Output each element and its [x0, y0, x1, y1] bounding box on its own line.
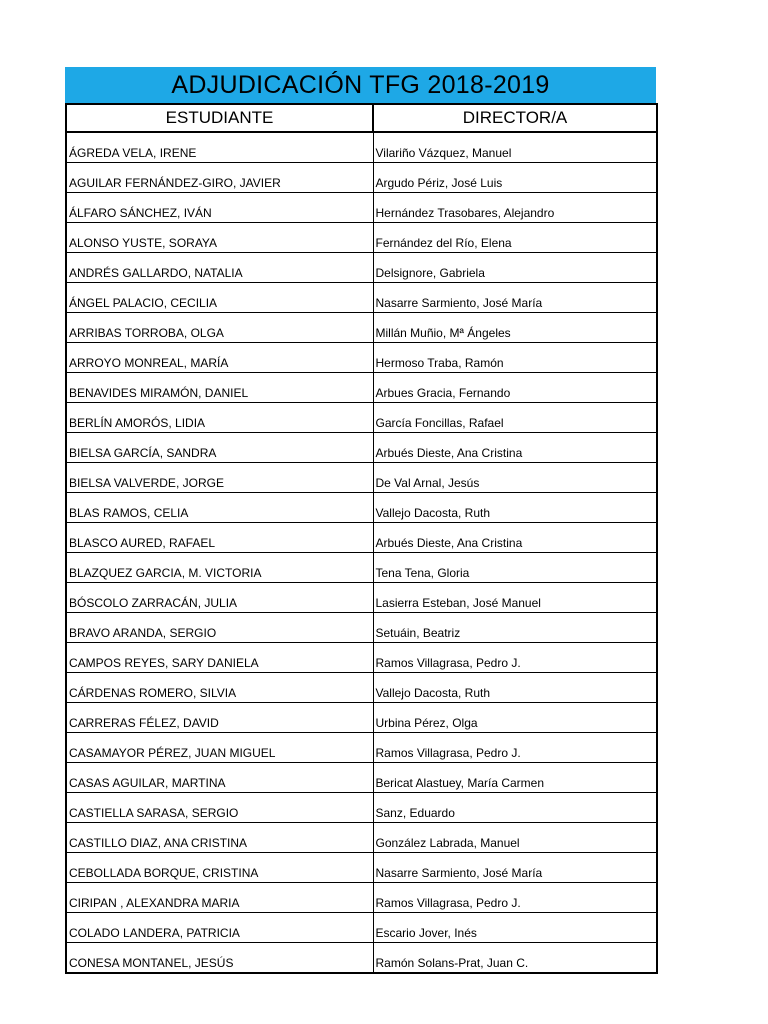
- director-name-cell: Argudo Périz, José Luis: [373, 163, 657, 193]
- director-column-header: DIRECTOR/A: [373, 104, 657, 132]
- director-name-cell: Ramón Solans-Prat, Juan C.: [373, 943, 657, 974]
- table-row: [66, 223, 657, 253]
- director-name-cell: Urbina Pérez, Olga: [373, 703, 657, 733]
- table-row: [66, 253, 657, 283]
- table-row: [66, 853, 657, 883]
- table-row: [66, 763, 657, 793]
- student-name-cell: COLADO LANDERA, PATRICIA: [66, 913, 373, 943]
- student-name-cell: BRAVO ARANDA, SERGIO: [66, 613, 373, 643]
- student-name-cell: ARROYO MONREAL, MARÍA: [66, 343, 373, 373]
- director-name-cell: Nasarre Sarmiento, José María: [373, 853, 657, 883]
- table-row: [66, 583, 657, 613]
- director-name-cell: Setuáin, Beatriz: [373, 613, 657, 643]
- assignment-table: [65, 103, 658, 974]
- student-name-cell: ÁLFARO SÁNCHEZ, IVÁN: [66, 193, 373, 223]
- student-name-cell: BÓSCOLO ZARRACÁN, JULIA: [66, 583, 373, 613]
- table-row: [66, 433, 657, 463]
- table-row: [66, 703, 657, 733]
- student-name-cell: CONESA MONTANEL, JESÚS: [66, 943, 373, 974]
- director-name-cell: Nasarre Sarmiento, José María: [373, 283, 657, 313]
- table-row: [66, 793, 657, 823]
- director-name-cell: Millán Muñio, Mª Ángeles: [373, 313, 657, 343]
- director-name-cell: Arbués Dieste, Ana Cristina: [373, 523, 657, 553]
- student-name-cell: CEBOLLADA BORQUE, CRISTINA: [66, 853, 373, 883]
- student-column-header: ESTUDIANTE: [66, 104, 373, 132]
- director-name-cell: Ramos Villagrasa, Pedro J.: [373, 883, 657, 913]
- table-row: [66, 613, 657, 643]
- sheet-title: ADJUDICACIÓN TFG 2018-2019: [65, 67, 656, 103]
- spreadsheet: [65, 67, 656, 974]
- director-name-cell: Arbués Dieste, Ana Cristina: [373, 433, 657, 463]
- table-row: [66, 913, 657, 943]
- director-name-cell: De Val Arnal, Jesús: [373, 463, 657, 493]
- director-name-cell: Vilariño Vázquez, Manuel: [373, 132, 657, 163]
- student-name-cell: CASAS AGUILAR, MARTINA: [66, 763, 373, 793]
- student-name-cell: BIELSA VALVERDE, JORGE: [66, 463, 373, 493]
- student-name-cell: BLASCO AURED, RAFAEL: [66, 523, 373, 553]
- table-row: [66, 132, 657, 163]
- table-row: [66, 373, 657, 403]
- student-name-cell: CASTILLO DIAZ, ANA CRISTINA: [66, 823, 373, 853]
- director-name-cell: Delsignore, Gabriela: [373, 253, 657, 283]
- director-name-cell: Ramos Villagrasa, Pedro J.: [373, 733, 657, 763]
- director-name-cell: Vallejo Dacosta, Ruth: [373, 493, 657, 523]
- table-row: [66, 943, 657, 974]
- student-name-cell: CASTIELLA SARASA, SERGIO: [66, 793, 373, 823]
- table-row: [66, 643, 657, 673]
- student-name-cell: CASAMAYOR PÉREZ, JUAN MIGUEL: [66, 733, 373, 763]
- table-row: [66, 283, 657, 313]
- table-row: [66, 733, 657, 763]
- table-row: [66, 343, 657, 373]
- director-name-cell: Lasierra Esteban, José Manuel: [373, 583, 657, 613]
- table-row: [66, 163, 657, 193]
- table-row: [66, 463, 657, 493]
- student-name-cell: BENAVIDES MIRAMÓN, DANIEL: [66, 373, 373, 403]
- director-name-cell: Hermoso Traba, Ramón: [373, 343, 657, 373]
- student-name-cell: AGUILAR FERNÁNDEZ-GIRO, JAVIER: [66, 163, 373, 193]
- student-name-cell: CIRIPAN , ALEXANDRA MARIA: [66, 883, 373, 913]
- director-name-cell: Escario Jover, Inés: [373, 913, 657, 943]
- table-row: [66, 673, 657, 703]
- director-name-cell: Arbues Gracia, Fernando: [373, 373, 657, 403]
- table-body: [66, 132, 657, 973]
- student-name-cell: BERLÍN AMORÓS, LIDIA: [66, 403, 373, 433]
- director-name-cell: Vallejo Dacosta, Ruth: [373, 673, 657, 703]
- director-name-cell: García Foncillas, Rafael: [373, 403, 657, 433]
- table-row: [66, 523, 657, 553]
- table-row: [66, 493, 657, 523]
- student-name-cell: ÁNGEL PALACIO, CECILIA: [66, 283, 373, 313]
- director-name-cell: Tena Tena, Gloria: [373, 553, 657, 583]
- table-row: [66, 193, 657, 223]
- student-name-cell: ARRIBAS TORROBA, OLGA: [66, 313, 373, 343]
- student-name-cell: CARRERAS FÉLEZ, DAVID: [66, 703, 373, 733]
- student-name-cell: BLAS RAMOS, CELIA: [66, 493, 373, 523]
- table-row: [66, 823, 657, 853]
- student-name-cell: BLAZQUEZ GARCIA, M. VICTORIA: [66, 553, 373, 583]
- director-name-cell: Ramos Villagrasa, Pedro J.: [373, 643, 657, 673]
- table-row: [66, 553, 657, 583]
- table-row: [66, 403, 657, 433]
- director-name-cell: Sanz, Eduardo: [373, 793, 657, 823]
- student-name-cell: ANDRÉS GALLARDO, NATALIA: [66, 253, 373, 283]
- student-name-cell: CÁRDENAS ROMERO, SILVIA: [66, 673, 373, 703]
- director-name-cell: Hernández Trasobares, Alejandro: [373, 193, 657, 223]
- table-row: [66, 313, 657, 343]
- student-name-cell: ALONSO YUSTE, SORAYA: [66, 223, 373, 253]
- director-name-cell: Bericat Alastuey, María Carmen: [373, 763, 657, 793]
- student-name-cell: BIELSA GARCÍA, SANDRA: [66, 433, 373, 463]
- director-name-cell: González Labrada, Manuel: [373, 823, 657, 853]
- director-name-cell: Fernández del Río, Elena: [373, 223, 657, 253]
- table-row: [66, 883, 657, 913]
- header-row: [66, 104, 657, 132]
- student-name-cell: ÁGREDA VELA, IRENE: [66, 132, 373, 163]
- student-name-cell: CAMPOS REYES, SARY DANIELA: [66, 643, 373, 673]
